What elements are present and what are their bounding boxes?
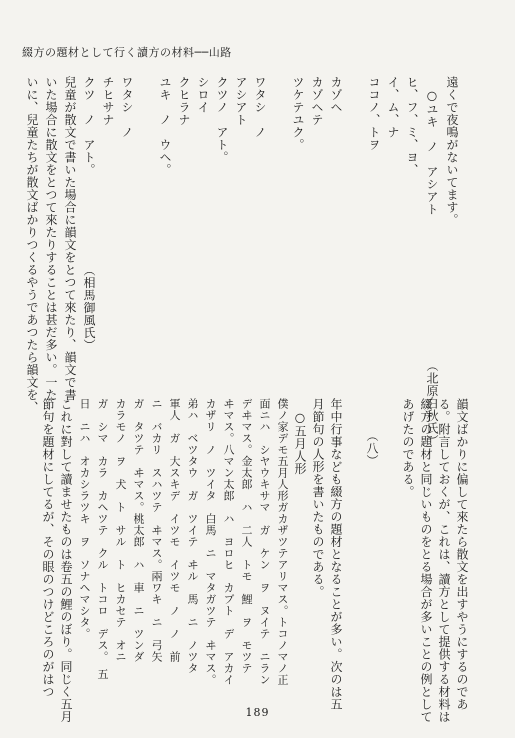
text-column: ガ シマ カラ カヘツテ クル トコロ デス。 五 (96, 398, 109, 680)
text-column: 節句を題材にしてるが、その眼のつけどころのがはつ (41, 398, 55, 698)
section-heading: （八） (365, 398, 379, 467)
text-column: カラモノ ヲ 犬 ト サル ト ヒカセテ オニ (114, 398, 127, 663)
text-column: ニ バカリ スハツテ ヰマス。兩ワキ ニ 弓矢 (150, 398, 163, 663)
text-column: クヒラナ (177, 76, 191, 126)
text-column: 軍人 ガ 大スキデ イツモ イツモ ノ ノ 前 (168, 398, 181, 663)
text-column: 綴方の題材と同じいものをとる場合が多いことの例として (419, 398, 433, 723)
text-column: ツケテユク。 (291, 76, 305, 151)
text-column: ワタシ ノ (120, 76, 134, 139)
text-column: クツノ アト。 (215, 76, 229, 164)
text-column: ガ タツテ ヰマス。桃太郎 ハ 車 ニ ツンダ (132, 398, 145, 663)
text-column: カザリ ノ ツイタ 白馬 ニ マタガツテ ヰマス。 (204, 398, 217, 686)
text-column: チヒサナ (101, 76, 115, 126)
text-column: 僕ノ家デモ五月人形ガカザツテアリマス。トコノマノ正 (276, 398, 289, 686)
text-column: 年中行事なども綴方の題材となることが多い。次のは五 (329, 398, 343, 711)
text-column: いた場合に散文をとつて來たりすることは甚だ多い。一た (44, 76, 58, 401)
text-column: 面ニハ シヤウキサマ ガ ケン ヲ ヌイテ ニラン (258, 398, 271, 686)
text-column: これに對して讀ませたものは卷五の鯉のぼり。同じく五月 (59, 398, 73, 723)
text-column: 遠くで夜鳴がないてます。 (445, 76, 459, 226)
text-column: ヒ、フ、ミ、ヨ、 (405, 76, 419, 176)
text-column: アシアト (234, 76, 248, 126)
text-column: あげたのである。 (401, 398, 415, 498)
text-column: カゾヘテ (310, 76, 324, 126)
text-column: ワタシ ノ (253, 76, 267, 139)
text-column: ユキ ノ ウヘ。 (158, 76, 172, 176)
text-column: デヰマス。金太郎 ハ 二人 トモ 鯉 ヲ モツテ (240, 398, 253, 674)
text-column: カゾヘ (329, 76, 343, 114)
text-column: クツ ノ アト。 （相馬御風氏） (82, 76, 96, 352)
text-column: 弟ハ ベツタウ ガ ツイテ ヰル 馬 ニ ノツタ (186, 398, 199, 674)
text-column: ○五月人形 (293, 398, 307, 475)
text-column: シロイ (196, 76, 210, 114)
text-column: 兒童が散文で書いた場合に韻文をとつて來たり、韻文で書 (63, 76, 77, 401)
page-number: 189 (245, 706, 270, 719)
text-column: ヰマス。八マン太郎 ハ ヨロヒ カブト デ アカイ (222, 398, 235, 686)
text-column: 月節句の人形を書いたものである。 (311, 398, 325, 598)
text-column: 韻文ばかりに偏して來たら散文を出すやうにするのであ (455, 398, 469, 711)
text-column: ココノ、トヲ (367, 76, 381, 151)
text-column: いに、兒童たちが散文ばかりつくるやうであつたら韻文を、 (25, 76, 39, 414)
text-column: 日 ニハ オカシラツキ ヲ ソナヘマシタ。 (78, 398, 91, 640)
text-column: る。附言しておくが、これは、讀方として提供する材料は (437, 398, 451, 723)
text-column: イ、ム、ナ (386, 76, 400, 139)
text-column: ○ユキ ノ アシアト （北原白秋氏） (425, 76, 439, 447)
running-header: 綴方の題材として行く讀方の材料──山路 (22, 46, 232, 59)
